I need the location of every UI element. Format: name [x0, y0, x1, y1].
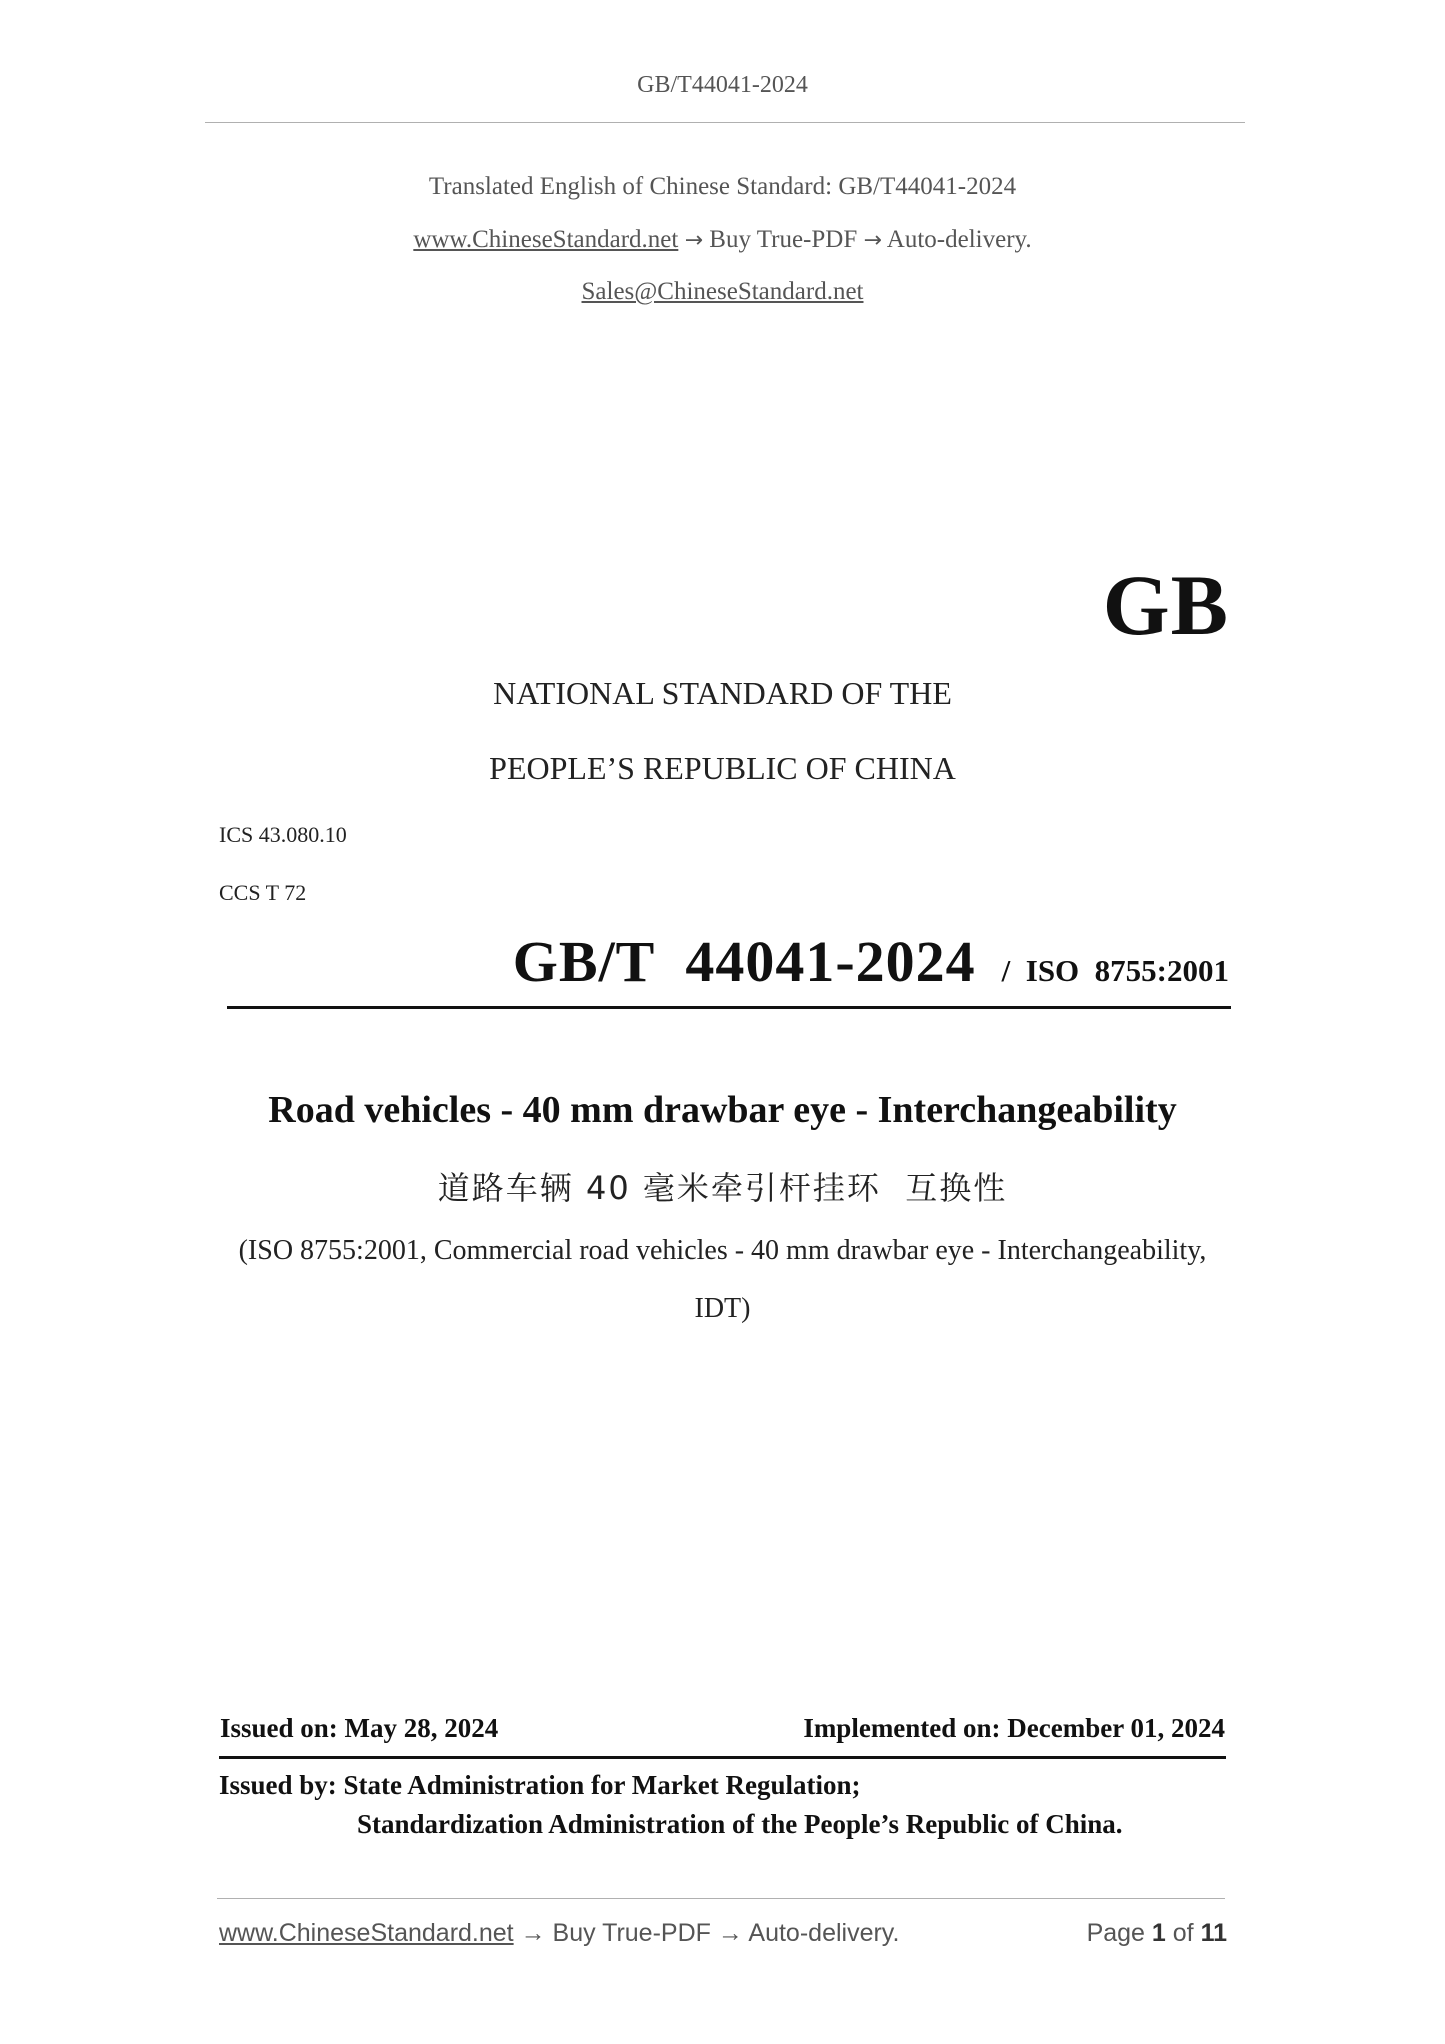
footer-site-link[interactable]: www.ChineseStandard.net — [219, 1919, 514, 1947]
issued-on-date: Issued on: May 28, 2024 — [220, 1713, 499, 1743]
page-header-code: GB/T44041-2024 — [637, 72, 808, 98]
english-title: Road vehicles - 40 mm drawbar eye - Interchangeability — [268, 1089, 1177, 1131]
page-label: Page — [1086, 1919, 1152, 1947]
page-indicator — [1087, 1919, 1227, 1948]
delivery-text: Auto-delivery. — [881, 226, 1032, 253]
arrow-right-icon: → — [717, 1919, 743, 1947]
chinese-title: 道路车辆 40 毫米牵引杆挂环 互换性 — [437, 1169, 1008, 1207]
dates-divider — [219, 1756, 1226, 1759]
arrow-right-icon: → — [520, 1919, 546, 1947]
page-number: 1 — [1151, 1919, 1166, 1947]
issued-by-line-2: Standardization Administration of the People’s Republic of China. — [357, 1809, 1123, 1839]
national-standard-title-line-2: PEOPLE’S REPUBLIC OF CHINA — [489, 750, 956, 786]
email-link[interactable]: Sales@ChineseStandard.net — [581, 278, 864, 305]
arrow-right-icon: → — [863, 228, 882, 253]
page-total: 11 — [1200, 1919, 1227, 1947]
footer-divider — [217, 1898, 1225, 1899]
ccs-code: CCS T 72 — [219, 880, 307, 905]
iso-equivalent: / ISO 8755:2001 — [1001, 953, 1229, 988]
iso-reference-line-1: (ISO 8755:2001, Commercial road vehicles - 40 mm drawbar eye - Interchangeability, — [238, 1235, 1207, 1266]
arrow-right-icon: → — [684, 228, 704, 253]
national-standard-title-line-1: NATIONAL STANDARD OF THE — [493, 675, 952, 711]
site-link[interactable]: www.ChineseStandard.net — [413, 226, 679, 253]
of-label: of — [1165, 1919, 1201, 1947]
translation-notice: Translated English of Chinese Standard: GB/T44041-2024 — [428, 173, 1017, 200]
buy-text: Buy True-PDF — [703, 226, 864, 253]
gb-mark: GB — [1102, 557, 1229, 653]
footer-buy-text: Buy True-PDF — [545, 1919, 718, 1947]
standard-number-divider — [227, 1006, 1231, 1009]
iso-reference-line-2: IDT) — [694, 1293, 751, 1324]
issued-by-line-1: Issued by: State Administration for Market Regulation; — [219, 1770, 861, 1800]
footer-delivery-text: Auto-delivery. — [742, 1919, 900, 1947]
header-divider — [205, 122, 1245, 123]
email-line — [0, 278, 1445, 306]
promo-line — [0, 226, 1445, 254]
ics-code: ICS 43.080.10 — [219, 822, 347, 847]
standard-number: GB/T 44041-2024 — [512, 929, 976, 994]
standard-number-row — [513, 928, 1229, 995]
footer-promo — [219, 1919, 899, 1948]
implemented-on-date: Implemented on: December 01, 2024 — [803, 1713, 1225, 1743]
